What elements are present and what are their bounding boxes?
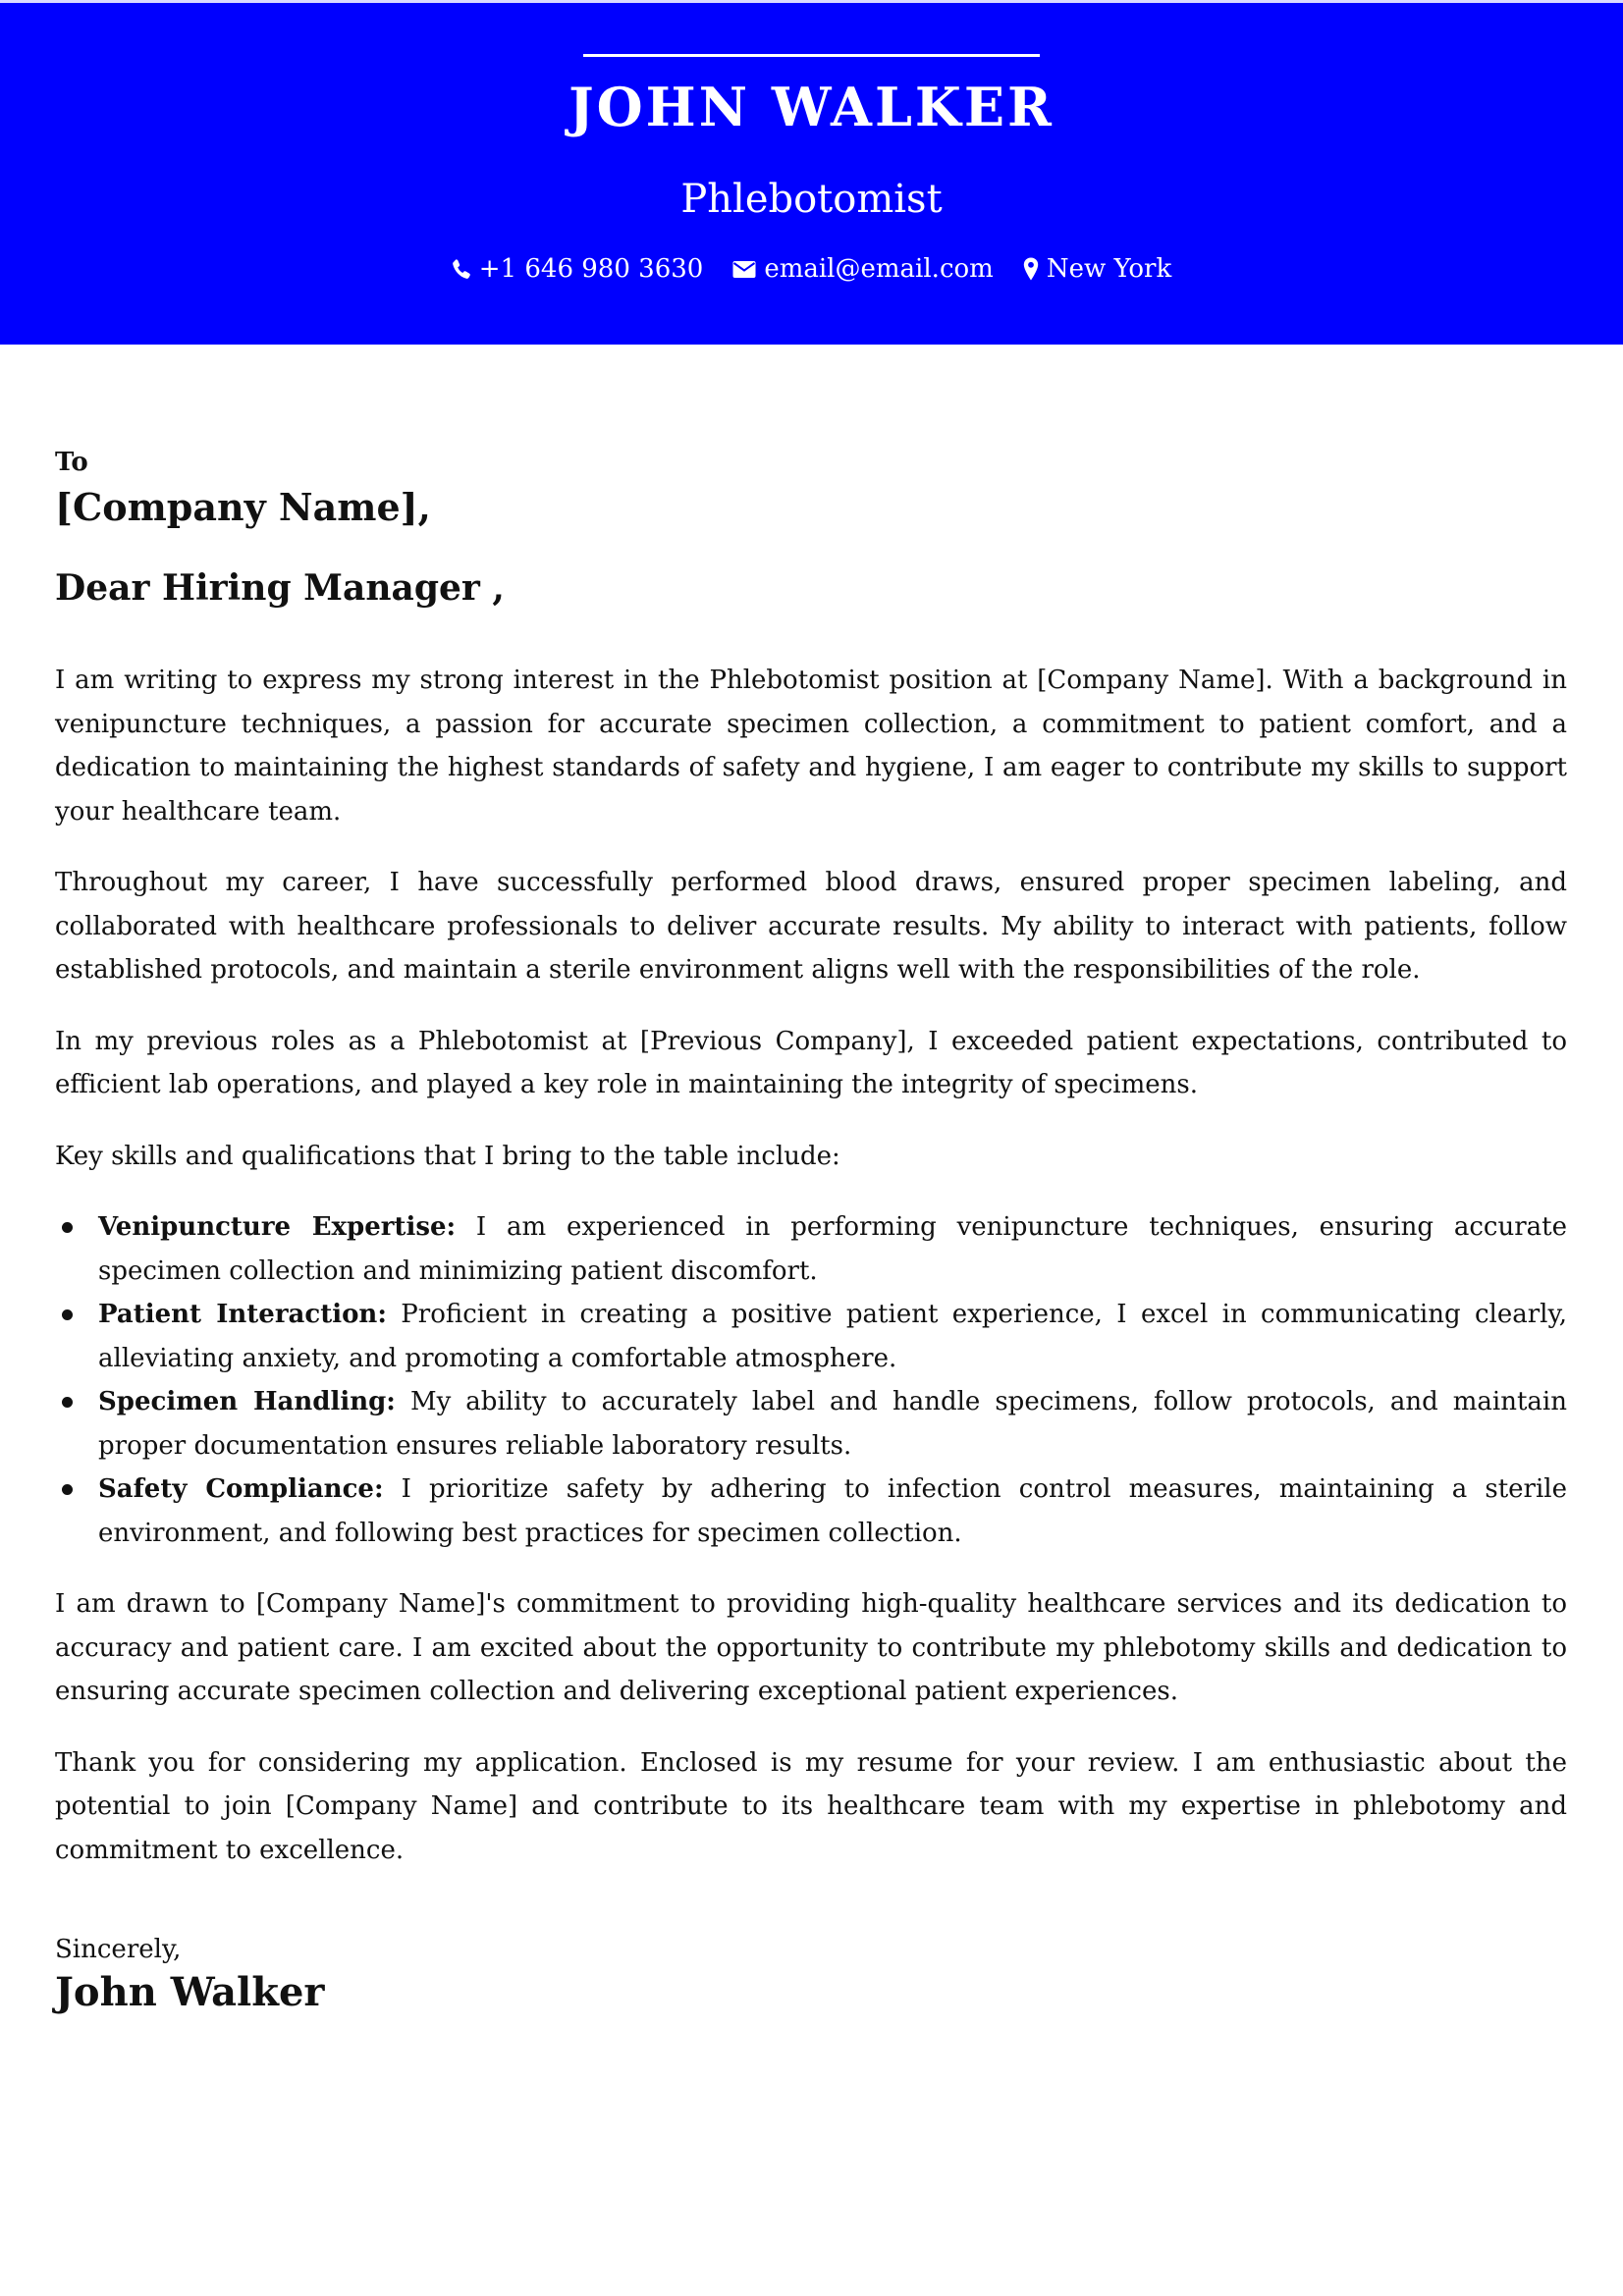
bullet-icon <box>62 1222 73 1233</box>
skill-title: Patient Interaction: <box>98 1300 387 1329</box>
map-marker-icon <box>1023 257 1039 281</box>
list-item <box>55 1380 1567 1468</box>
paragraph-previous-roles: In my previous roles as a Phlebotomist at [Previous Company], I exceeded patient expectations, contributed to efficient lab operations, and played a key role in maintaining the integrity of specimens. <box>55 1026 1567 1099</box>
phone-icon <box>452 258 471 280</box>
skill-title: Venipuncture Expertise: <box>98 1212 457 1242</box>
list-item <box>55 1468 1567 1555</box>
bullet-icon <box>62 1309 73 1320</box>
signature-name: John Walker <box>55 1969 325 2015</box>
bullet-icon <box>62 1397 73 1408</box>
letter-body <box>55 447 1567 2017</box>
paragraph-thank-you: Thank you for considering my application. Enclosed is my resume for your review. I am enthusiastic about the potential to join [Company Name] and contribute to its healthcare team with my expertise in phlebotomy and commitment to excellence. <box>55 1747 1567 1865</box>
header-divider <box>583 54 1040 57</box>
applicant-name: JOHN WALKER <box>568 76 1055 138</box>
sign-off: Sincerely, <box>55 1935 182 1964</box>
header-banner <box>0 0 1623 345</box>
contact-location <box>1023 253 1171 285</box>
skill-description: Proficient in creating a positive patient experience, I excel in communicating clearly, alleviating anxiety, and promoting a comfortable atmosphere. <box>98 1300 1567 1373</box>
skill-title: Specimen Handling: <box>98 1387 396 1416</box>
skill-title: Safety Compliance: <box>98 1474 384 1504</box>
paragraph-company-interest: I am drawn to [Company Name]'s commitment to providing high-quality healthcare services and its dedication to accuracy and patient care. I am excited about the opportunity to contribute my phlebotomy skills and dedication to ensuring accurate specimen collection and delivering exceptional patient experiences. <box>55 1589 1567 1706</box>
skills-list <box>55 1205 1567 1555</box>
closing-block <box>55 1933 1567 2017</box>
contact-phone <box>452 253 704 285</box>
contact-email <box>732 253 993 285</box>
letter-text <box>55 659 1567 1872</box>
company-name: [Company Name], <box>55 485 431 529</box>
skill-description: My ability to accurately label and handle specimens, follow protocols, and maintain proper documentation ensures reliable laboratory results. <box>98 1387 1567 1461</box>
location-text: New York <box>1046 254 1172 284</box>
contact-info <box>0 253 1623 285</box>
list-item <box>55 1293 1567 1380</box>
phone-number: +1 646 980 3630 <box>478 254 704 284</box>
to-label: To <box>55 448 88 477</box>
paragraph-career: Throughout my career, I have successfully performed blood draws, ensured proper specimen labeling, and collaborated with healthcare professionals to deliver accurate results. My ability to interact with patients, follow established protocols, and maintain a sterile environment aligns well with the responsibilities of the role. <box>55 868 1567 985</box>
skill-description: I prioritize safety by adhering to infection control measures, maintaining a sterile environment, and following best practices for specimen collection. <box>98 1474 1568 1548</box>
bullet-icon <box>62 1484 73 1495</box>
email-address: email@email.com <box>764 254 994 284</box>
skill-description: I am experienced in performing venipuncture techniques, ensuring accurate specimen collection and minimizing patient discomfort. <box>98 1212 1567 1286</box>
job-title: Phlebotomist <box>680 177 943 222</box>
list-item <box>55 1205 1567 1293</box>
envelope-icon <box>732 259 756 279</box>
paragraph-intro: I am writing to express my strong interest in the Phlebotomist position at [Company Name]. With a background in venipuncture techniques, a passion for accurate specimen collection, a commitment to patient comfort, and a dedication to maintaining the highest standards of safety and hygiene, I am eager to contribute my skills to support your healthcare team. <box>55 666 1567 827</box>
paragraph-skills-intro: Key skills and qualifications that I bring to the table include: <box>55 1141 840 1171</box>
salutation: Dear Hiring Manager , <box>55 567 505 609</box>
